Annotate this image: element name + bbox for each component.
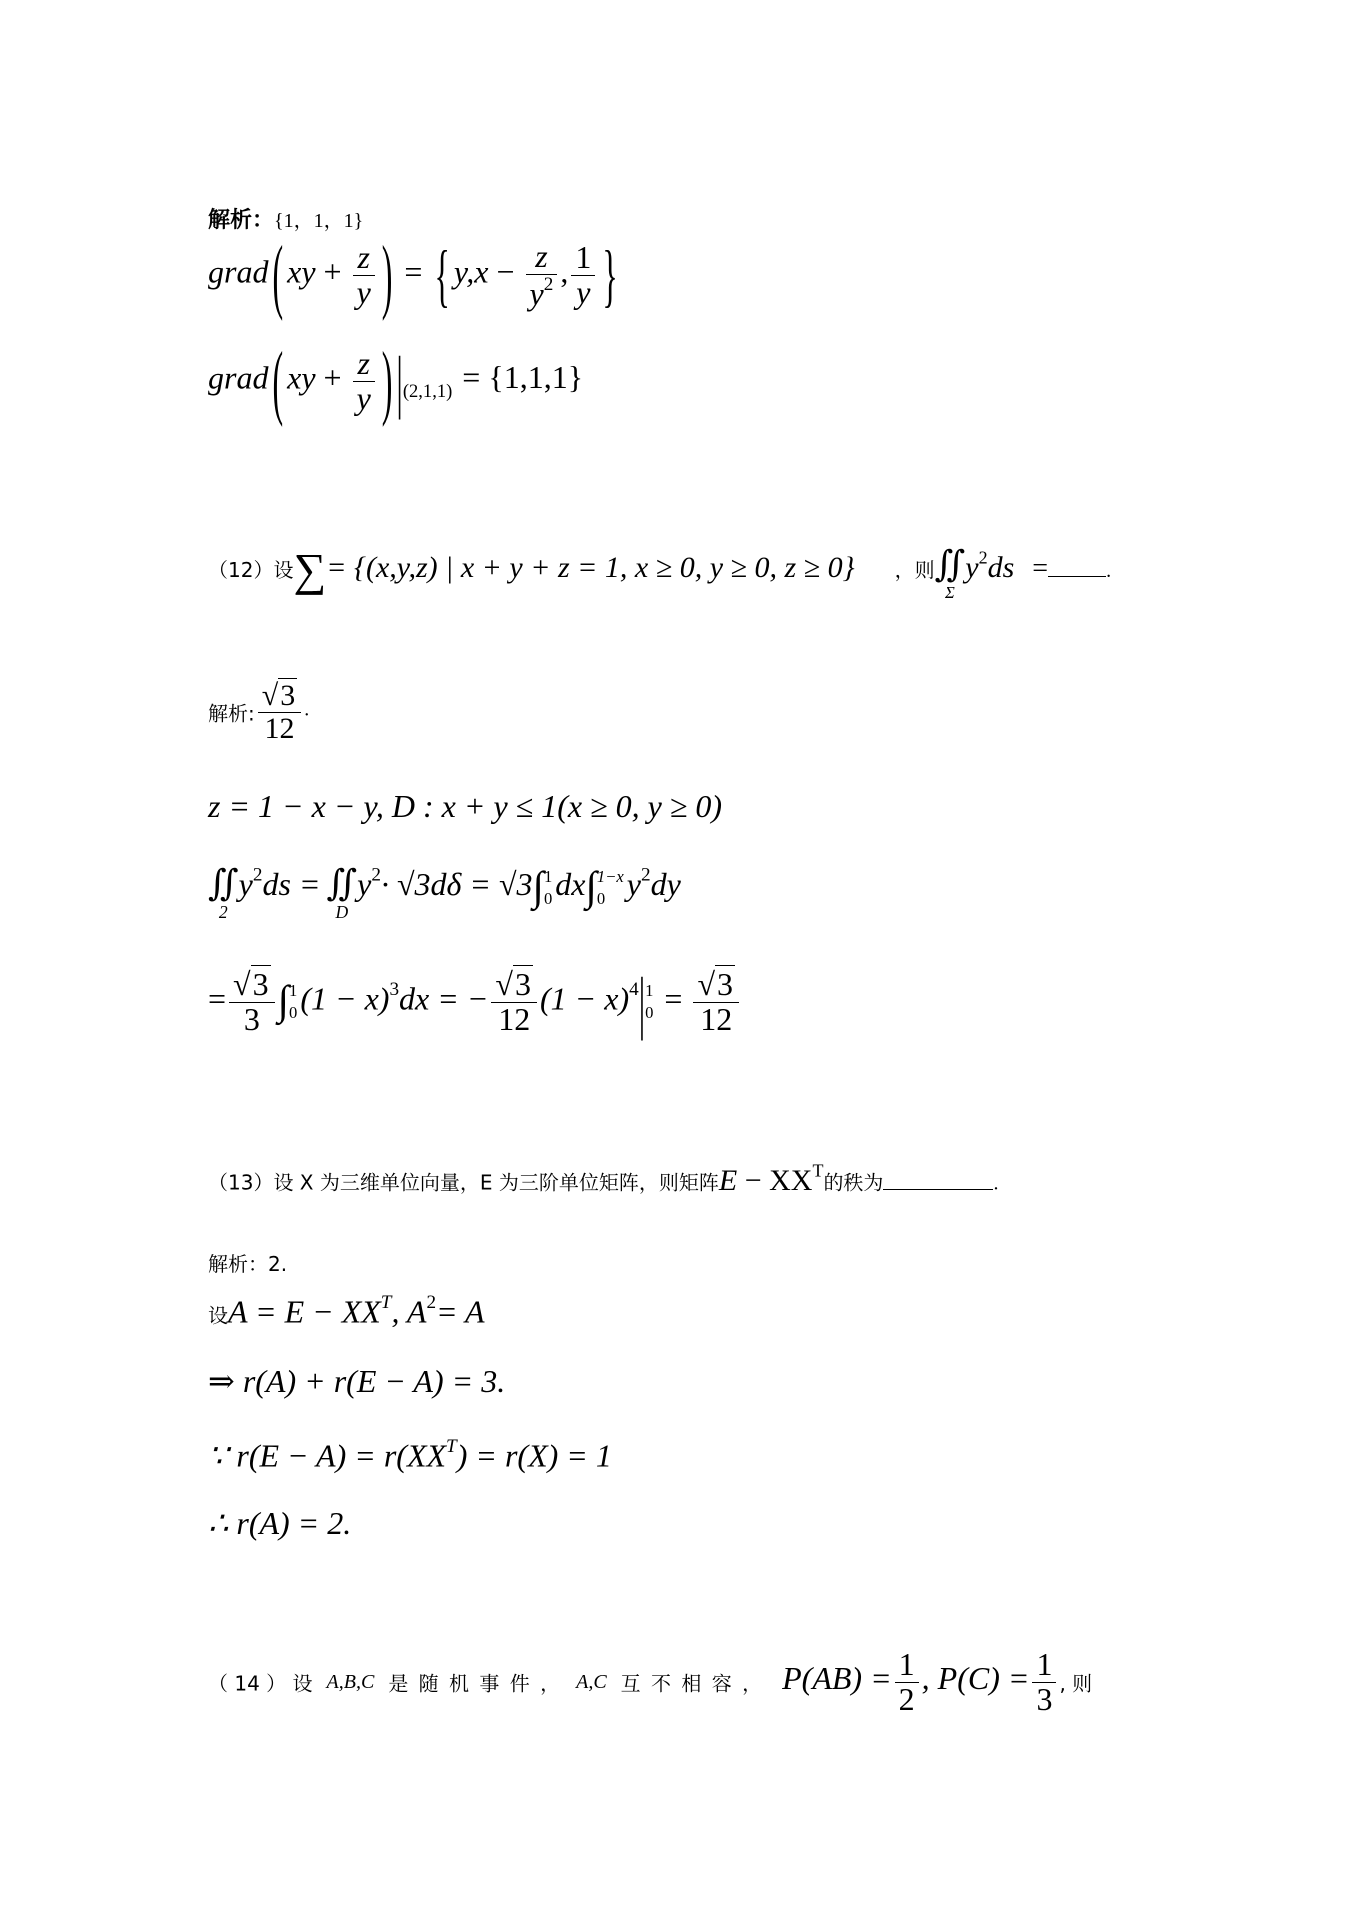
- events-ac: A,C: [576, 1670, 607, 1693]
- question-number: （12）设: [208, 558, 294, 582]
- solution-13-line-3: ∵ $r(E - A) = r(XX^T) = r(X) = 1$: [208, 1436, 612, 1474]
- p-ab: P(AB) =: [782, 1660, 892, 1697]
- frac-den: 3: [1032, 1682, 1056, 1717]
- frac-den: y: [353, 275, 375, 310]
- answer-blank: [1048, 576, 1106, 577]
- a-squared: , A: [391, 1293, 427, 1330]
- def-A: A = E − XX: [228, 1293, 381, 1330]
- fraction-1-over-y: [571, 241, 595, 309]
- lower-limit: 0: [543, 888, 553, 908]
- grad-operator: grad: [208, 253, 269, 290]
- lower-limit: 0: [289, 1003, 298, 1023]
- frac-den: 2: [895, 1682, 919, 1717]
- events: A,B,C: [326, 1670, 375, 1693]
- sqrt-radicand: 3: [252, 966, 269, 1002]
- term-yx: y,x: [453, 253, 489, 290]
- rank-result: ) = r(X) = 1: [456, 1437, 612, 1474]
- solution-11-answer: [208, 203, 363, 234]
- question-12: （12）设∑= {(x,y,z) | x + y + z = 1, x ≥ 0, y ≥ 0, z ≥ 0} ，则∬ Σ $y^2ds$ = .: [208, 544, 1112, 602]
- term-y: y: [626, 866, 641, 903]
- term-y: y: [357, 866, 372, 903]
- p-c: , P(C) =: [921, 1660, 1030, 1697]
- question-13: [208, 1160, 998, 1198]
- answer-value: {1，1，1}: [274, 210, 364, 232]
- frac-num: z: [535, 238, 548, 274]
- frac-num: z: [357, 239, 370, 276]
- term-xy: xy: [287, 253, 316, 290]
- matrix-expression: $E - XX^T$: [718, 1160, 824, 1197]
- eval-result: = {1,1,1}: [462, 359, 584, 396]
- sqrt3-term: · √3dδ = √3: [380, 866, 533, 903]
- sigma-symbol: ∑: [293, 544, 327, 595]
- surface-set: = {(x,y,z) | x + y + z = 1, x ≥ 0, y ≥ 0, z ≥ 0}: [326, 551, 855, 584]
- eval-point: (2,1,1): [402, 380, 453, 402]
- upper-limit: 1: [289, 981, 298, 1001]
- question-text: 是 随 机 事 件 ，: [388, 1671, 563, 1696]
- fraction-result: $\frac{√3}{12}$: [693, 968, 739, 1036]
- equals-sign: =: [208, 980, 227, 1017]
- dy: dy: [650, 866, 681, 903]
- question-text: （13）设 X 为三维单位向量，E 为三阶单位矩阵，则矩阵: [208, 1170, 719, 1195]
- gradient-at-point: grad ( xy + $\frac{z}{y}$ ) $|_{(2,1,1)} = \{1,1,1\}$: [208, 332, 584, 427]
- solution-12-line-1: z = 1 − x − y, D : x + y ≤ 1(x ≥ 0, y ≥ 0): [208, 788, 723, 824]
- solution-12-line-3: = $\frac{√3}{3}$ ∫ 1 0 $(1 - x)^3dx$ = − $\frac{√3}{12}$ $(1 - x)^4|$ 1 0 = $\frac{√3}{12}$: [208, 968, 742, 1036]
- question-number: （ 14 ） 设: [208, 1671, 313, 1696]
- integral-domain: Σ: [945, 583, 955, 602]
- then-text: ，则: [894, 558, 935, 582]
- frac-den: 12: [491, 1002, 537, 1037]
- frac-den: 12: [693, 1002, 739, 1037]
- double-integral-D: ∬ D: [326, 863, 358, 922]
- sqrt-radicand: 3: [717, 966, 734, 1002]
- fraction-z-over-y: [353, 241, 375, 309]
- answer-label: 解析：: [208, 208, 275, 233]
- fraction-z-over-y2: [526, 240, 558, 311]
- term-xy: xy: [287, 359, 316, 396]
- frac-num: 1: [1036, 1646, 1053, 1682]
- answer-label: 解析:: [208, 701, 255, 726]
- frac-num: 1: [575, 239, 592, 276]
- grad-operator: grad: [208, 359, 269, 396]
- sqrt-radicand: 3: [514, 966, 531, 1002]
- period: .: [993, 1172, 999, 1195]
- probabilities: [782, 1646, 1059, 1717]
- question-text-2: 互 不 相 容 ，: [620, 1671, 765, 1696]
- equals-A: = A: [436, 1293, 485, 1330]
- integrand: y: [965, 551, 979, 584]
- upper-limit: 1: [645, 981, 654, 1001]
- solution-13-answer: 解析：2.: [208, 1252, 288, 1276]
- gradient-formula: grad ( xy + $\frac{z}{y}$ ) = { y,x − $\frac{z}{y^2}$ , $\frac{1}{y}$ }: [208, 227, 618, 321]
- frac-den: y: [571, 275, 595, 310]
- question-14: [208, 1648, 1092, 1716]
- solution-12-line-2: ∬ 2 $y^2ds$ = ∬ D $y^2\cdot √3d\delta = √3\int$ 1 0 dx∫ 1−x 0 $y^2dy$: [208, 863, 681, 922]
- rank-expr: ∵ r(E − A) = r(XX: [208, 1437, 447, 1474]
- frac-num: z: [357, 345, 370, 381]
- frac-den: $y^2$: [526, 274, 558, 311]
- answer-blank: [883, 1189, 993, 1190]
- double-integral-2: ∬ 2: [208, 863, 239, 922]
- ds: ds: [987, 551, 1015, 584]
- then-text: , 则: [1059, 1671, 1093, 1696]
- solution-13-line-2: ⇒ r(A) + r(E − A) = 3.: [208, 1363, 506, 1399]
- frac-den: 3: [229, 1002, 275, 1037]
- integral-limit: 2: [218, 902, 228, 922]
- ds-equals: ds =: [262, 866, 321, 903]
- fraction-z-over-y: [353, 347, 375, 415]
- term-1-minus-x: (1 − x): [539, 980, 630, 1017]
- equals-sign: =: [1032, 553, 1049, 584]
- frac-den: y: [353, 381, 375, 416]
- frac-den: 12: [258, 712, 301, 745]
- term-y: y: [238, 866, 253, 903]
- lower-limit: 0: [596, 888, 606, 908]
- solution-13-line-4: ∴ r(A) = 2.: [208, 1505, 352, 1541]
- dx-equals: dx = −: [399, 980, 489, 1017]
- solution-12-answer: 解析: $\frac{√3}{12}$ .: [208, 679, 310, 745]
- period: .: [1106, 560, 1112, 582]
- question-text-2: 的秩为: [823, 1170, 884, 1195]
- solution-13-line-1: 设$A = E - XX^T$, $A^2= A$: [208, 1292, 485, 1330]
- frac-num: 1: [898, 1646, 915, 1682]
- fraction-sqrt3-over-3: $\frac{√3}{3}$: [229, 968, 275, 1036]
- transpose-sup: T: [812, 1160, 824, 1180]
- upper-limit: 1−x: [596, 867, 624, 887]
- fraction-sqrt3-over-12: $\frac{√3}{12}$: [491, 968, 537, 1036]
- answer-fraction: $\frac{√3}{12}$: [258, 680, 301, 744]
- term-1-minus-x: (1 − x): [300, 980, 390, 1017]
- dx: dx: [555, 866, 586, 903]
- lower-limit: 0: [645, 1003, 654, 1023]
- integral-limit: D: [335, 902, 349, 922]
- prefix: 设: [208, 1303, 228, 1328]
- upper-limit: 1: [543, 867, 553, 887]
- sqrt-radicand: 3: [280, 679, 296, 712]
- den-y: y: [529, 274, 544, 311]
- surface-integral: ∬ Σ: [934, 544, 966, 602]
